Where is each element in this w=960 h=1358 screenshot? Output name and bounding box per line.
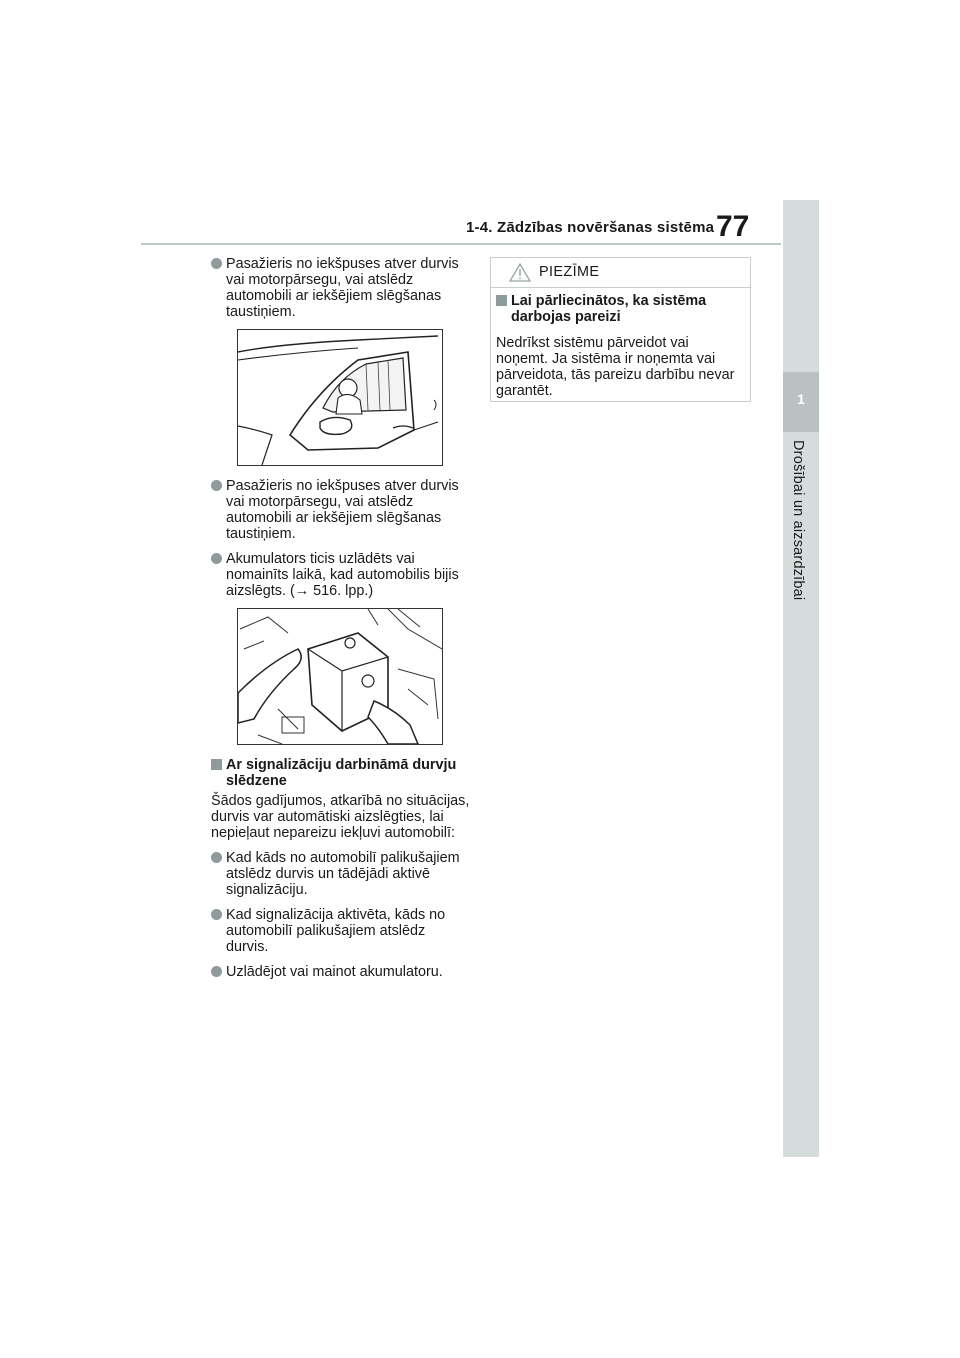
bullet-icon	[211, 909, 222, 920]
header-divider	[141, 243, 781, 245]
note-label: PIEZĪME	[539, 264, 600, 280]
list-item-text: Pasažieris no iekšpuses atver durvis vai motorpārsegu, vai atslēdz automobili ar iekšējiem slēgšanas taustiņiem.	[226, 478, 459, 542]
chapter-title: Drošībai un aizsardzībai	[790, 440, 806, 601]
intro-paragraph: Šādos gadījumos, atkarībā no situācijas, durvis var automātiski aizslēgties, lai nepieļaut nepareizu iekļuvi automobilī:	[211, 793, 470, 841]
list-item-text: Uzlādējot vai mainot akumulatoru.	[226, 964, 443, 980]
note-heading	[496, 293, 744, 325]
page-number: 77	[716, 210, 750, 243]
square-bullet-icon	[496, 295, 507, 306]
bullet-icon	[211, 258, 222, 269]
square-bullet-icon	[211, 759, 222, 770]
note-text: Nedrīkst sistēmu pārveidot vai noņemt. Ja sistēma ir noņemta vai pārveidota, tās pareizu darbību nevar garantēt.	[496, 335, 735, 399]
car-door-icon	[238, 330, 442, 465]
list-item-text: Akumulators ticis uzlādēts vai nomainīts laikā, kad automobilis bijis aizslēgts. (→ 516. lpp.)	[226, 551, 459, 599]
list-item-text: Kad kāds no automobilī palikušajiem atslēdz durvis un tādējādi aktivē signalizāciju.	[226, 850, 460, 898]
list-item	[211, 850, 471, 898]
list-item	[211, 478, 471, 542]
bullet-icon	[211, 966, 222, 977]
note-heading-text: Lai pārliecinātos, ka sistēma darbojas pareizi	[511, 293, 707, 325]
section-heading-text: Ar signalizāciju darbināmā durvju slēdzene	[226, 757, 457, 789]
side-strip	[783, 200, 819, 1157]
note-header	[491, 258, 750, 288]
note-body	[491, 288, 750, 399]
list-item	[211, 551, 471, 599]
list-item-text: Kad signalizācija aktivēta, kāds no automobilī palikušajiem atslēdz durvis.	[226, 907, 446, 955]
warning-icon	[509, 263, 531, 282]
left-column	[211, 256, 471, 989]
car-door-illustration	[237, 329, 443, 466]
list-item	[211, 907, 471, 955]
chapter-number: 1	[797, 391, 805, 407]
list-item	[211, 964, 471, 980]
list-item-text: Pasažieris no iekšpuses atver durvis vai motorpārsegu, vai atslēdz automobili ar iekšējiem slēgšanas taustiņiem.	[226, 256, 459, 320]
bullet-icon	[211, 852, 222, 863]
list-item	[211, 256, 471, 320]
section-heading	[211, 757, 471, 789]
battery-icon	[238, 609, 442, 744]
battery-illustration	[237, 608, 443, 745]
section-title: 1-4. Zādzības novēršanas sistēma	[466, 219, 715, 236]
note-box	[490, 257, 751, 402]
bullet-icon	[211, 480, 222, 491]
bullet-icon	[211, 553, 222, 564]
